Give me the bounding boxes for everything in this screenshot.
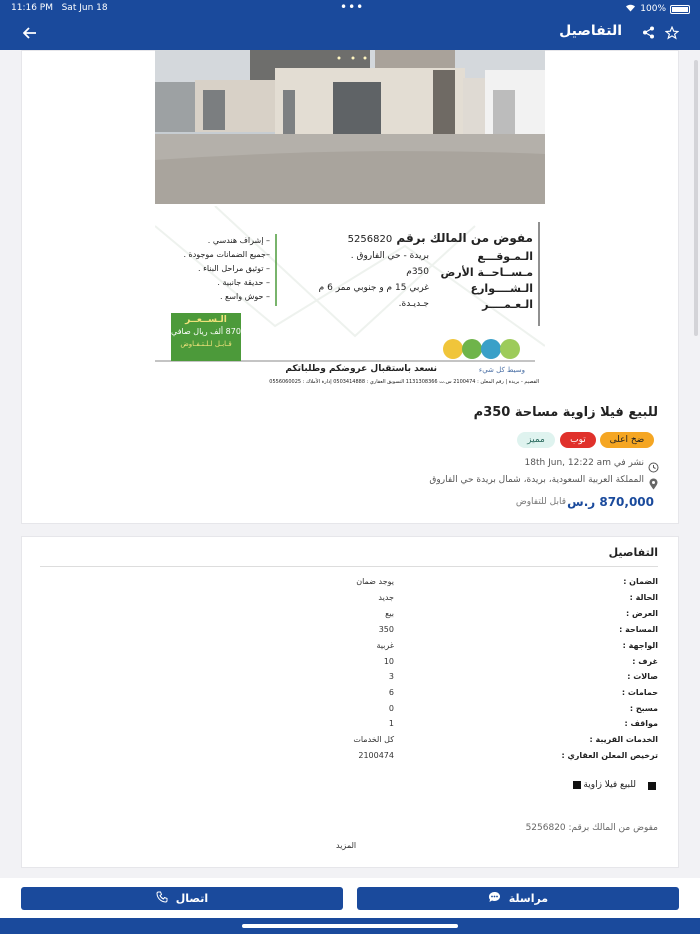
ad-row-value: بريدة - حي الفاروق . (350, 251, 429, 261)
ad-feature: – حوش واسع . (219, 292, 270, 301)
description-text: للبيع فيلا زاوية (573, 780, 636, 790)
detail-value: 0 (388, 704, 394, 713)
ad-row-label: الـمـوقـــع (477, 250, 533, 263)
status-right (625, 3, 690, 15)
ad-row-label: الـشــــوارع (470, 282, 533, 295)
page-title: التفاصيل (559, 23, 622, 39)
listing-price: 870,000 ر.س (567, 495, 654, 509)
status-bar (0, 0, 700, 17)
ad-footer: القصيم - بريدة | رقم المعلن : 2100474 س.ت 1131308366 التسويق العقاري : 0503414888 إدارة الأملاك : 0556060025 (269, 379, 539, 385)
ad-feature: – توثيق مراحل البناء . (198, 264, 270, 273)
published-date: نشر في 18th Jun, 12:22 am (524, 458, 644, 468)
bullet-square-icon (648, 782, 656, 790)
battery-percent: 100% (640, 4, 666, 14)
detail-value: بيع (385, 609, 394, 618)
ad-feature: – إشراف هندسي . (207, 236, 270, 245)
price-negotiable: قابل للتفاوض (515, 497, 566, 507)
detail-label: صالات : (627, 672, 658, 681)
detail-value: كل الخدمات (353, 735, 394, 744)
multitask-dots-icon[interactable]: ••• (340, 0, 365, 14)
detail-label: ترخيص المعلن العقاري : (561, 751, 658, 760)
ad-price-box: الـســعــر 870 ألف ريال صافي قـابـل لـلـتـفـاوض (171, 313, 241, 361)
message-button-label: مراسلة (508, 892, 549, 905)
detail-label: مواقف : (624, 719, 658, 728)
badge-top: توب (560, 432, 596, 448)
message-button[interactable] (357, 887, 679, 910)
ad-brand-tagline: وسيط كل شيء (478, 366, 525, 374)
detail-value: غربية (376, 641, 394, 650)
location-pin-icon (649, 475, 658, 494)
description-owner-line: مفوض من المالك برقم: 5256820 (525, 823, 658, 833)
detail-label: حمامات : (621, 688, 658, 697)
bullet-square-icon (573, 781, 581, 789)
share-icon[interactable] (638, 23, 658, 44)
detail-value: 3 (388, 672, 394, 681)
badge-featured: مميز (517, 432, 555, 448)
more-link[interactable]: المزيد (336, 841, 357, 850)
ad-row-label: مـســاحــة الأرض (440, 266, 533, 279)
detail-value: 10 (383, 657, 394, 666)
scrollbar-thumb[interactable] (694, 60, 698, 336)
status-time: 11:16 PM Sat Jun 18 (11, 3, 108, 13)
battery-icon (670, 5, 690, 14)
detail-value: 6 (388, 688, 394, 697)
ad-headline: مفوض من المالك برقم 5256820 (347, 231, 533, 245)
back-arrow-icon[interactable] (20, 23, 40, 44)
detail-value: 350 (378, 625, 394, 634)
badge-boost: ضخ اعلى (600, 432, 654, 448)
divider (40, 566, 658, 567)
detail-label: غرف : (632, 657, 658, 666)
ad-row-label: الـعـمــــر (482, 298, 533, 311)
detail-label: الحالة : (629, 593, 658, 602)
detail-label: المساحة : (619, 625, 658, 634)
detail-label: الخدمات القريبة : (589, 735, 658, 744)
ad-feature: – حديقة جانبية . (217, 278, 270, 287)
ad-row-value: جـديـدة. (398, 299, 429, 309)
phone-icon (156, 888, 168, 911)
detail-label: الواجهة : (622, 641, 658, 650)
call-button[interactable] (21, 887, 343, 910)
detail-label: العرض : (626, 609, 658, 618)
listing-title: للبيع فيلا زاوية مساحة 350م (473, 405, 658, 420)
top-nav-bar (0, 17, 700, 50)
detail-value: 2100474 (358, 751, 394, 760)
ad-poster (155, 206, 545, 392)
ad-feature: –جميع الضمانات موجودة . (183, 250, 270, 259)
home-indicator[interactable] (242, 924, 458, 928)
details-title: التفاصيل (608, 546, 658, 559)
ad-slogan: نسعد باستقبال عروضكم وطلباتكم (285, 364, 437, 374)
wifi-icon (625, 3, 636, 15)
listing-location: المملكة العربية السعودية، بريدة، شمال بريدة حي الفاروق (429, 475, 644, 485)
detail-value: جديد (378, 593, 394, 602)
ad-row-value: غربي 15 م و جنوبي ممر 6 م (318, 283, 429, 293)
property-photo[interactable] (155, 50, 545, 204)
star-icon[interactable] (662, 23, 682, 45)
call-button-label: اتصال (175, 892, 209, 905)
chat-bubble-icon (488, 888, 501, 911)
detail-value: يوجد ضمان (356, 577, 394, 586)
detail-label: مسبح : (629, 704, 658, 713)
detail-label: الضمان : (623, 577, 658, 586)
ad-row-value: 350م (406, 267, 429, 277)
detail-value: 1 (388, 719, 394, 728)
